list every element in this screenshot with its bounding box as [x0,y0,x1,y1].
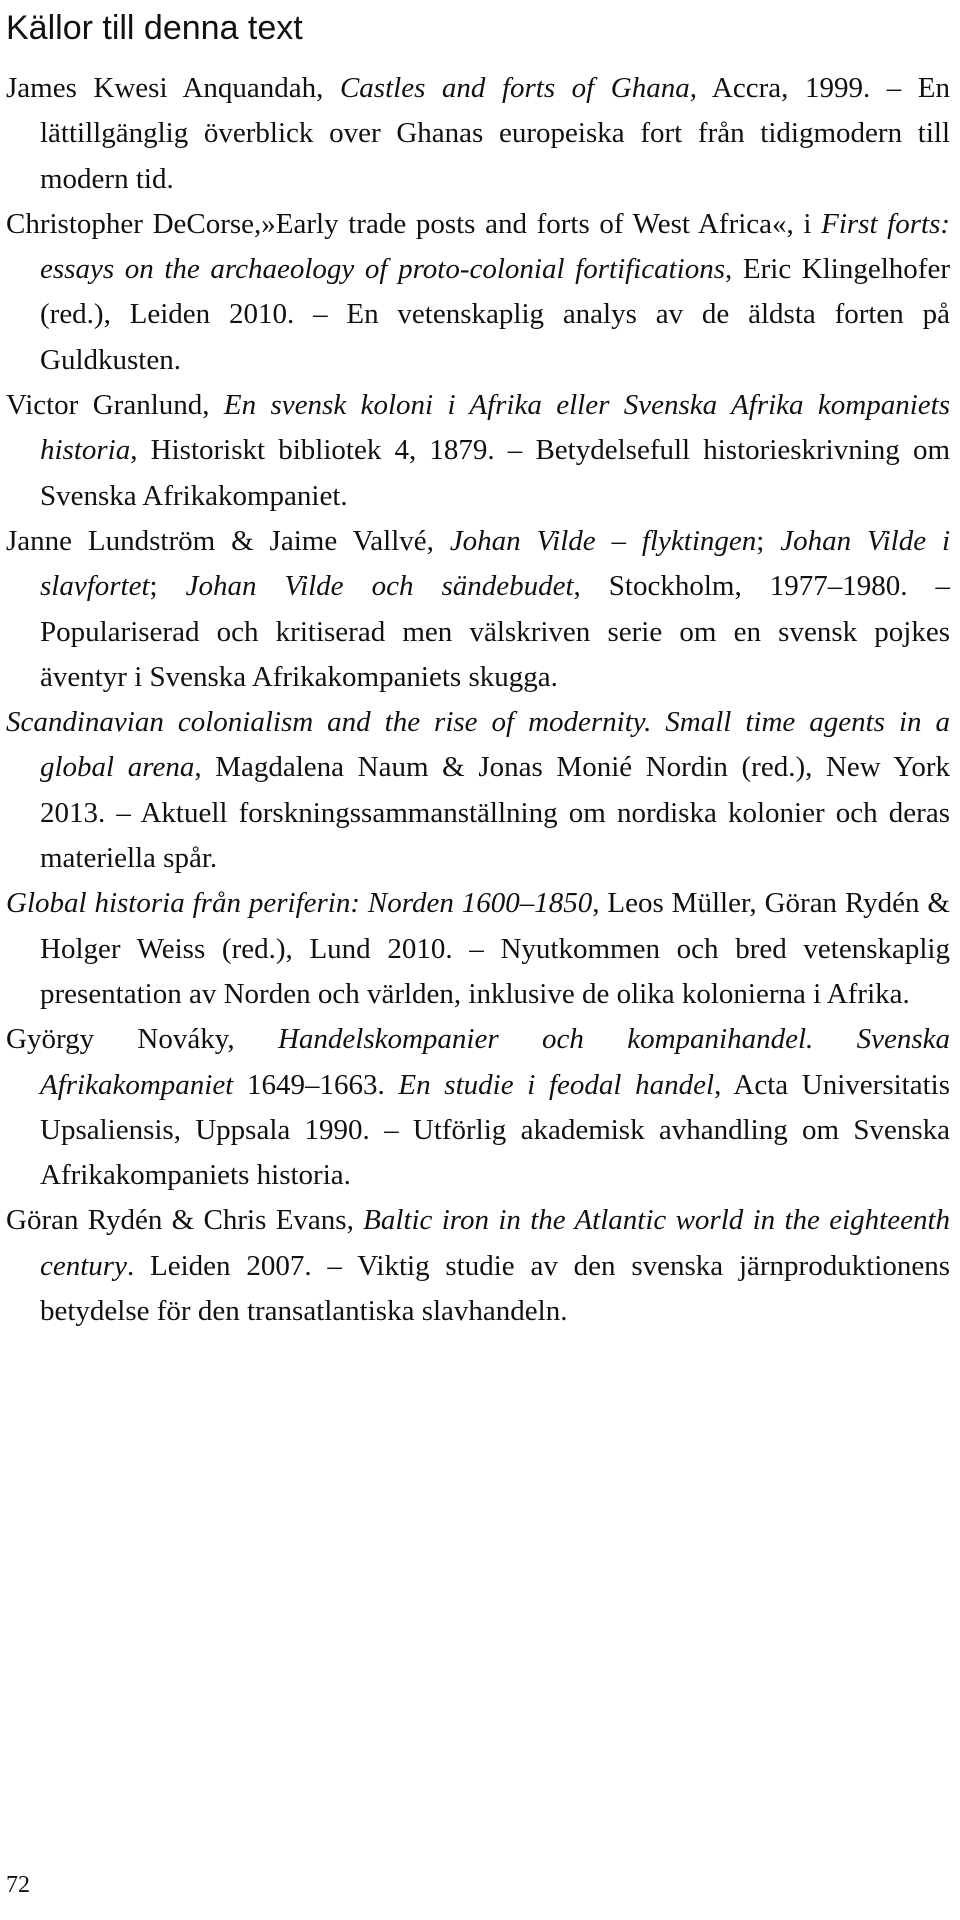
reference-author: György Nováky, [6,1023,278,1056]
reference-title: Global historia från periferin: Norden 1600–1850 [6,887,593,920]
reference-publication: , Leos Müller, Göran Rydén & Holger Weiss (red.), Lund 2010. [40,887,950,965]
reference-title: Johan Vilde och sändebudet [185,570,574,603]
reference-note: – En lättillgänglig överblick over Ghanas europeiska fort från tidigmodern till modern tid. [40,72,951,195]
reference-entry [6,1198,950,1334]
reference-title: Johan Vilde i slavfortet [40,524,951,603]
reference-publication: , Historiskt bibliotek 4, 1879. [130,434,495,467]
reference-note: – Viktig studie av den svenska järnproduktionens betydelse för den transatlantiska slavhandeln. [40,1249,950,1328]
reference-entry [6,66,950,202]
reference-entry [6,202,950,383]
reference-publication: Accra, 1999. [696,72,871,104]
reference-author: James Kwesi Anquandah, [6,72,340,104]
reference-title: Castles and forts of Ghana, [339,72,697,104]
reference-title: Scandinavian colonialism and the rise of modernity. Small time agents in a global arena [6,706,950,784]
reference-publication: , Magdalena Naum & Jonas Monié Nordin (red.), New York 2013. [40,751,950,829]
reference-publication: , Acta Universitatis Upsaliensis, Uppsala 1990. [40,1068,951,1146]
reference-publication: , Stockholm, 1977–1980. [573,570,908,603]
reference-title: Johan Vilde – flyktingen [449,524,757,557]
reference-note: – En vetenskaplig analys av de äldsta forten på Guldkusten. [40,298,950,376]
reference-note: – Betydelsefull historieskrivning om Svenska Afrikakompaniet. [40,434,951,512]
page-number: 72 [6,1872,30,1898]
reference-separator: ; [149,570,186,603]
reference-article: »Early trade posts and forts of West Africa«, i [261,207,822,240]
page-heading: Källor till denna text [6,9,303,47]
reference-years: 1649–1663. [233,1068,399,1101]
reference-author: Christopher DeCorse, [6,207,262,240]
reference-publication: , Eric Klingelhofer (red.), Leiden 2010. [40,253,950,331]
reference-title: First forts: essays on the archaeology of proto-colonial fortifications [40,207,951,286]
reference-separator: ; [756,524,781,557]
reference-entry [6,519,950,700]
reference-list [6,66,950,1334]
reference-entry [6,383,950,519]
reference-note: – Aktuell forskningssammanställning om nordiska kolonier och deras materiella spår. [40,796,950,875]
reference-title: Handelskompanier och kompanihandel. Svenska Afrikakompaniet [40,1023,950,1101]
reference-author: Janne Lundström & Jaime Vallvé, [6,524,450,557]
reference-author: Victor Granlund, [6,389,224,422]
reference-entry [6,700,950,881]
reference-publication: . Leiden 2007. [126,1249,312,1282]
reference-author: Göran Rydén & Chris Evans, [6,1204,364,1237]
reference-title: En studie i feodal handel [398,1068,715,1101]
reference-entry [6,1017,950,1198]
reference-note: – Nyutkommen och bred vetenskaplig presentation av Norden och världen, inklusive de olika kolonierna i Afrika. [40,932,950,1010]
reference-note: – Populariserad och kritiserad men välskriven serie om en svensk pojkes äventyr i Svenska Afrikakompaniets skugga. [40,570,951,693]
reference-entry [6,881,950,1017]
reference-title: Baltic iron in the Atlantic world in the eighteenth century [40,1204,951,1282]
reference-title: En svensk koloni i Afrika eller Svenska Afrika kompaniets historia [40,389,951,467]
reference-note: – Utförlig akademisk avhandling om Svenska Afrikakompaniets historia. [40,1113,951,1192]
